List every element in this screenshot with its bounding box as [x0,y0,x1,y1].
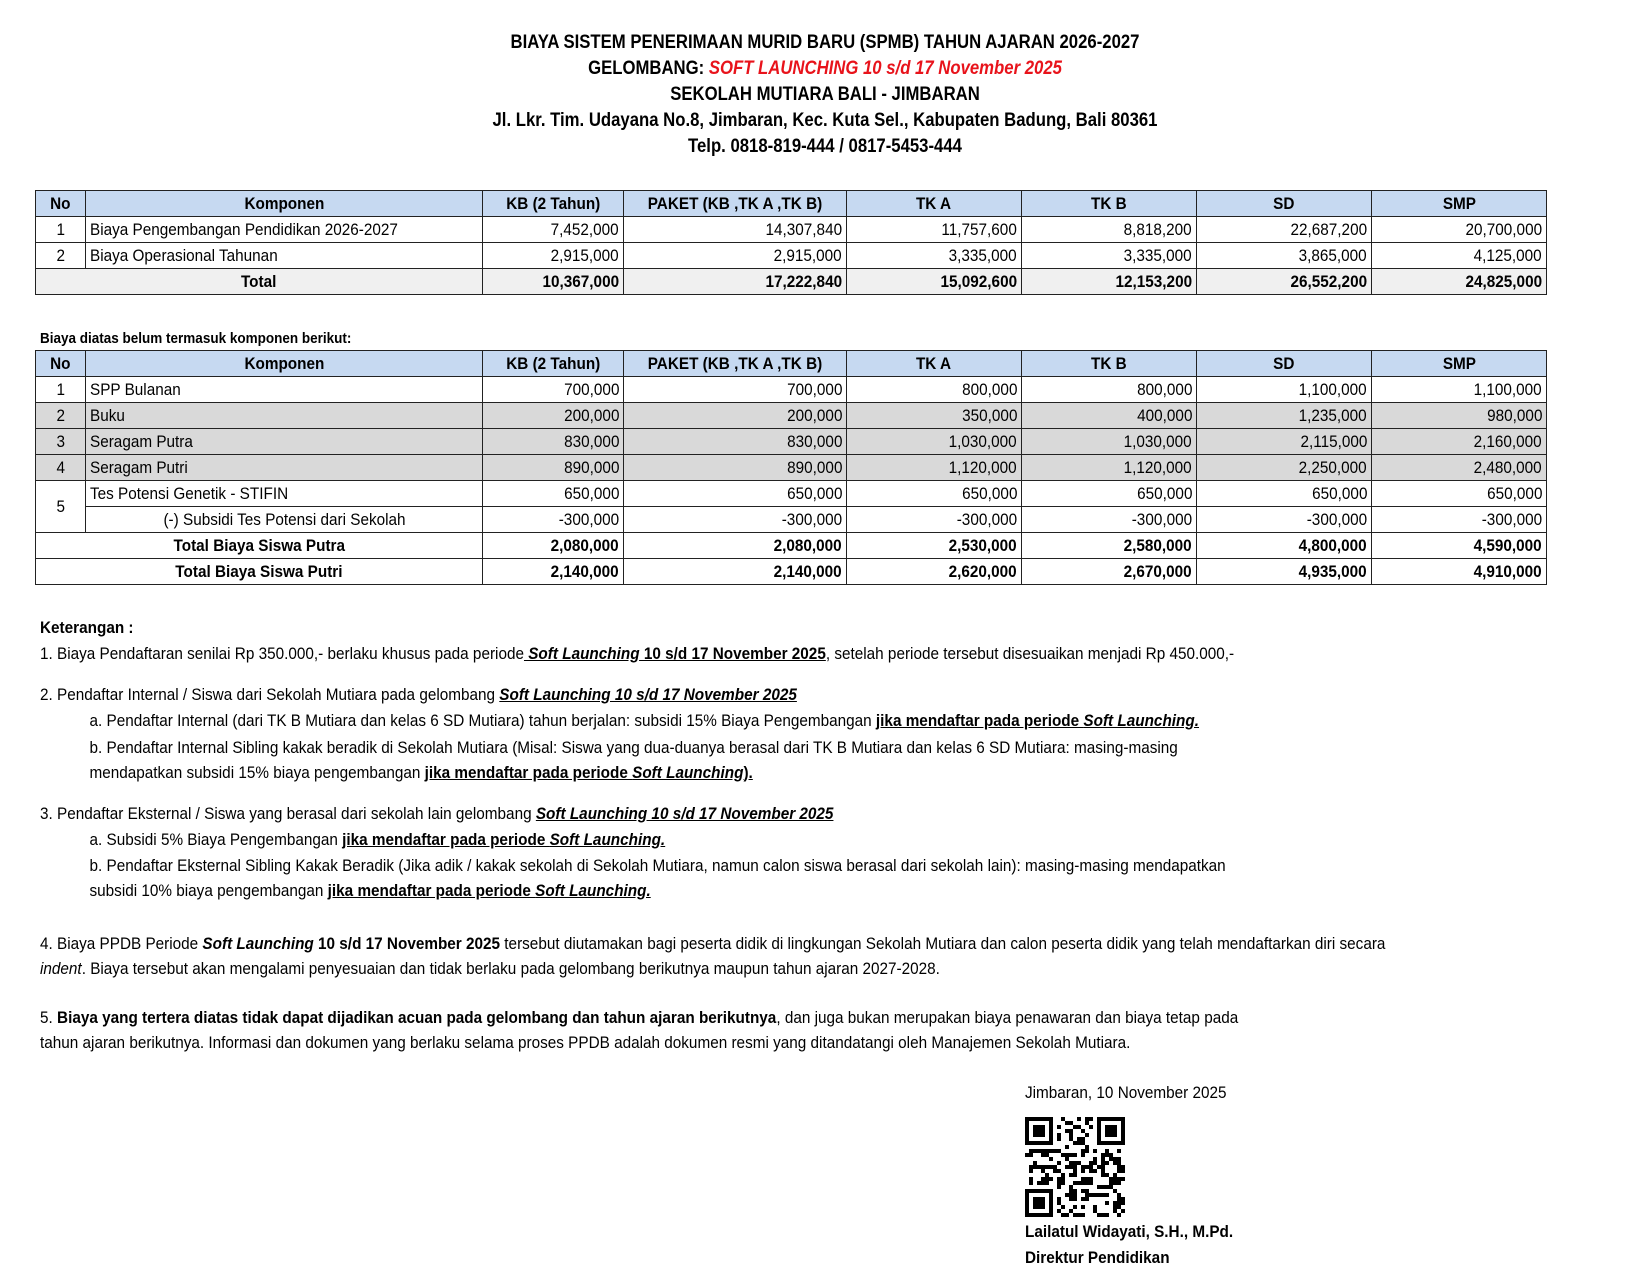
row-komponen: SPP Bulanan [86,377,483,403]
cell-value: 650,000 [847,481,1022,507]
note-emphasis: ). [743,763,753,782]
col-header: KB (2 Tahun) [483,351,624,377]
cell-value: 2,915,000 [483,243,624,269]
cell-value: -300,000 [847,507,1022,533]
note-3b-cont [90,881,651,901]
row-komponen: Biaya Operasional Tahunan [86,243,483,269]
table-row [36,455,1547,481]
note-text: b. Pendaftar Eksternal Sibling Kakak Beradik (Jika adik / kakak sekolah di Sekolah Mutiara, namun calon siswa berasal dari sekolah lain): masing-masing mendapatkan [89,856,1226,875]
wave-line [99,56,1551,82]
cell-value: 890,000 [483,455,624,481]
row-no: 2 [36,243,86,269]
cell-value: 3,865,000 [1197,243,1372,269]
note-emphasis: Soft Launching. [535,881,651,900]
note-emphasis: 10 s/d 17 November 2025 [639,644,826,663]
table-row [36,217,1547,243]
note-emphasis: jika mendaftar pada periode [342,830,550,849]
total-row-putri [36,559,1547,585]
col-header: TK A [847,351,1022,377]
note-text: 2. Pendaftar Internal / Siswa dari Sekolah Mutiara pada gelombang [40,685,500,704]
table-row [36,429,1547,455]
cell-value: 2,115,000 [1197,429,1372,455]
total-value: 2,140,000 [624,559,847,585]
total-value: 2,140,000 [483,559,624,585]
cell-value: 2,915,000 [624,243,847,269]
cell-value: 200,000 [624,403,847,429]
cell-value: 1,235,000 [1197,403,1372,429]
cell-value: 650,000 [1022,481,1197,507]
col-header: Komponen [86,351,483,377]
total-value: 10,367,000 [483,269,624,295]
wave-label: GELOMBANG: [588,58,709,79]
school-address: Jl. Lkr. Tim. Udayana No.8, Jimbaran, Kec. Kuta Sel., Kabupaten Badung, Bali 80361 [492,110,1158,131]
cell-value: 1,120,000 [1022,455,1197,481]
cell-value: -300,000 [483,507,624,533]
note-emphasis: Soft Launching 10 s/d 17 November 2025 [499,685,797,704]
row-komponen: (-) Subsidi Tes Potensi dari Sekolah [86,507,483,533]
col-header: SD [1197,191,1372,217]
row-no: 4 [36,455,86,481]
cell-value: -300,000 [1372,507,1547,533]
row-no: 2 [36,403,86,429]
cell-value: 1,030,000 [1022,429,1197,455]
cell-value: 800,000 [1022,377,1197,403]
note-text: , dan juga bukan merupakan biaya penawaran dan biaya tetap pada [776,1008,1239,1027]
note-text: , setelah periode tersebut disesuaikan menjadi Rp 450.000,- [825,644,1235,663]
row-komponen: Buku [86,403,483,429]
total-value: 4,590,000 [1372,533,1547,559]
total-value: 2,580,000 [1022,533,1197,559]
note-emphasis: jika mendaftar pada periode [875,711,1084,730]
note-text: subsidi 10% biaya pengembangan [89,881,328,900]
total-value: 4,910,000 [1372,559,1547,585]
total-row [36,269,1547,295]
main-fee-table [35,190,1547,295]
note-text: 5. [40,1008,58,1027]
note-emphasis: Soft Launching [632,763,744,782]
note-emphasis: Soft Launching [202,934,314,953]
col-header: SMP [1372,191,1547,217]
document-title: BIAYA SISTEM PENERIMAAN MURID BARU (SPMB) TAHUN AJARAN 2026-2027 [510,32,1140,53]
cell-value: 650,000 [1372,481,1547,507]
col-header: TK A [847,191,1022,217]
note-text: tahun ajaran berikutnya. Informasi dan dokumen yang berlaku selama proses PPDB adalah dokumen resmi yang ditandatangi oleh Manajemen Sekolah Mutiara. [40,1033,1131,1052]
school-name: SEKOLAH MUTIARA BALI - JIMBARAN [670,84,980,105]
total-value: 2,670,000 [1022,559,1197,585]
note-3 [40,804,833,824]
table-row [36,507,1547,533]
total-label: Total Biaya Siswa Putri [36,559,483,585]
note-text: a. Pendaftar Internal (dari TK B Mutiara dan kelas 6 SD Mutiara) tahun berjalan: subsidi 15% Biaya Pengembangan [89,711,876,730]
cell-value: 400,000 [1022,403,1197,429]
row-komponen: Biaya Pengembangan Pendidikan 2026-2027 [86,217,483,243]
note-text: mendapatkan subsidi 15% biaya pengembangan [89,763,425,782]
note-2 [40,685,797,705]
cell-value: 8,818,200 [1022,217,1197,243]
table-row [36,403,1547,429]
notes-title: Keterangan : [40,618,134,637]
cell-value: 650,000 [624,481,847,507]
total-value: 15,092,600 [847,269,1022,295]
row-no: 5 [36,481,86,533]
note-text: 4. Biaya PPDB Periode [40,934,203,953]
row-komponen: Tes Potensi Genetik - STIFIN [86,481,483,507]
note-text: a. Subsidi 5% Biaya Pengembangan [89,830,343,849]
note-emphasis: Soft Launching 10 s/d 17 November 2025 [535,804,834,823]
total-value: 4,800,000 [1197,533,1372,559]
table-header-row [36,191,1547,217]
cell-value: -300,000 [1022,507,1197,533]
total-value: 17,222,840 [624,269,847,295]
table-row [36,243,1547,269]
cell-value: 1,100,000 [1197,377,1372,403]
note-2a [90,711,1199,731]
note-emphasis: jika mendaftar pada periode [424,763,633,782]
total-value: 26,552,200 [1197,269,1372,295]
row-no: 1 [36,217,86,243]
note-2b [90,738,1178,758]
cell-value: 830,000 [483,429,624,455]
note-5 [40,1008,1238,1028]
total-value: 2,530,000 [847,533,1022,559]
cell-value: -300,000 [624,507,847,533]
school-phone: Telp. 0818-819-444 / 0817-5453-444 [688,136,962,157]
qr-code-icon [1025,1117,1125,1217]
note-text: . Biaya tersebut akan mengalami penyesuaian dan tidak berlaku pada gelombang berikutnya maupun tahun ajaran 2027-2028. [81,959,940,978]
total-value: 2,620,000 [847,559,1022,585]
note-emphasis: 10 s/d 17 November 2025 [313,934,501,953]
signatory-name: Lailatul Widayati, S.H., M.Pd. [1025,1222,1234,1241]
row-komponen: Seragam Putra [86,429,483,455]
cell-value: 800,000 [847,377,1022,403]
table2-caption: Biaya diatas belum termasuk komponen berikut: [40,330,352,347]
total-value: 24,825,000 [1372,269,1547,295]
note-1 [40,644,1234,664]
cell-value: 3,335,000 [1022,243,1197,269]
additional-fee-table [35,350,1547,585]
signature-place-date: Jimbaran, 10 November 2025 [1025,1083,1227,1102]
col-header: PAKET (KB ,TK A ,TK B) [624,191,847,217]
cell-value: 1,100,000 [1372,377,1547,403]
col-header: No [36,191,86,217]
wave-value: SOFT LAUNCHING 10 s/d 17 November 2025 [708,58,1062,79]
note-3a [90,830,666,850]
note-emphasis: Soft Launching. [1083,711,1199,730]
note-4 [40,934,1385,954]
cell-value: 890,000 [624,455,847,481]
total-value: 2,080,000 [624,533,847,559]
col-header: KB (2 Tahun) [483,191,624,217]
cell-value: 7,452,000 [483,217,624,243]
note-text: 3. Pendaftar Eksternal / Siswa yang berasal dari sekolah lain gelombang [40,804,536,823]
cell-value: 200,000 [483,403,624,429]
cell-value: 11,757,600 [847,217,1022,243]
note-emphasis: Soft Launching [523,644,640,663]
cell-value: 700,000 [624,377,847,403]
cell-value: 14,307,840 [624,217,847,243]
cell-value: 830,000 [624,429,847,455]
row-no: 3 [36,429,86,455]
note-emphasis: Soft Launching. [549,830,666,849]
note-emphasis: indent [40,959,82,978]
total-value: 12,153,200 [1022,269,1197,295]
cell-value: -300,000 [1197,507,1372,533]
col-header: TK B [1022,191,1197,217]
cell-value: 2,480,000 [1372,455,1547,481]
cell-value: 980,000 [1372,403,1547,429]
cell-value: 1,120,000 [847,455,1022,481]
note-5-cont [40,1033,1130,1053]
total-row-putra [36,533,1547,559]
note-emphasis: jika mendaftar pada periode [327,881,536,900]
document-header [0,30,1650,160]
cell-value: 650,000 [1197,481,1372,507]
note-text: tersebut diutamakan bagi peserta didik di lingkungan Sekolah Mutiara dan calon peserta didik yang telah mendaftarkan diri secara [500,934,1386,953]
col-header: SD [1197,351,1372,377]
cell-value: 1,030,000 [847,429,1022,455]
col-header: PAKET (KB ,TK A ,TK B) [624,351,847,377]
table-row [36,377,1547,403]
table-row [36,481,1547,507]
note-3b [90,856,1226,876]
note-2b-cont [90,763,753,783]
total-value: 4,935,000 [1197,559,1372,585]
note-emphasis: Biaya yang tertera diatas tidak dapat dijadikan acuan pada gelombang dan tahun ajaran berikutnya [57,1008,777,1027]
cell-value: 350,000 [847,403,1022,429]
row-komponen: Seragam Putri [86,455,483,481]
col-header: Komponen [86,191,483,217]
cell-value: 2,160,000 [1372,429,1547,455]
note-4-cont [40,959,940,979]
row-no: 1 [36,377,86,403]
total-label: Total Biaya Siswa Putra [36,533,483,559]
col-header: SMP [1372,351,1547,377]
total-value: 2,080,000 [483,533,624,559]
col-header: No [36,351,86,377]
cell-value: 4,125,000 [1372,243,1547,269]
signatory-position: Direktur Pendidikan [1025,1248,1170,1267]
cell-value: 20,700,000 [1372,217,1547,243]
cell-value: 3,335,000 [847,243,1022,269]
cell-value: 700,000 [483,377,624,403]
cell-value: 22,687,200 [1197,217,1372,243]
total-label: Total [36,269,483,295]
cell-value: 650,000 [483,481,624,507]
table-header-row [36,351,1547,377]
note-text: b. Pendaftar Internal Sibling kakak beradik di Sekolah Mutiara (Misal: Siswa yang dua-duanya berasal dari TK B Mutiara dan kelas 6 SD Mutiara: masing-masing [89,738,1178,757]
note-text: 1. Biaya Pendaftaran senilai Rp 350.000,- berlaku khusus pada periode [40,644,524,663]
col-header: TK B [1022,351,1197,377]
cell-value: 2,250,000 [1197,455,1372,481]
